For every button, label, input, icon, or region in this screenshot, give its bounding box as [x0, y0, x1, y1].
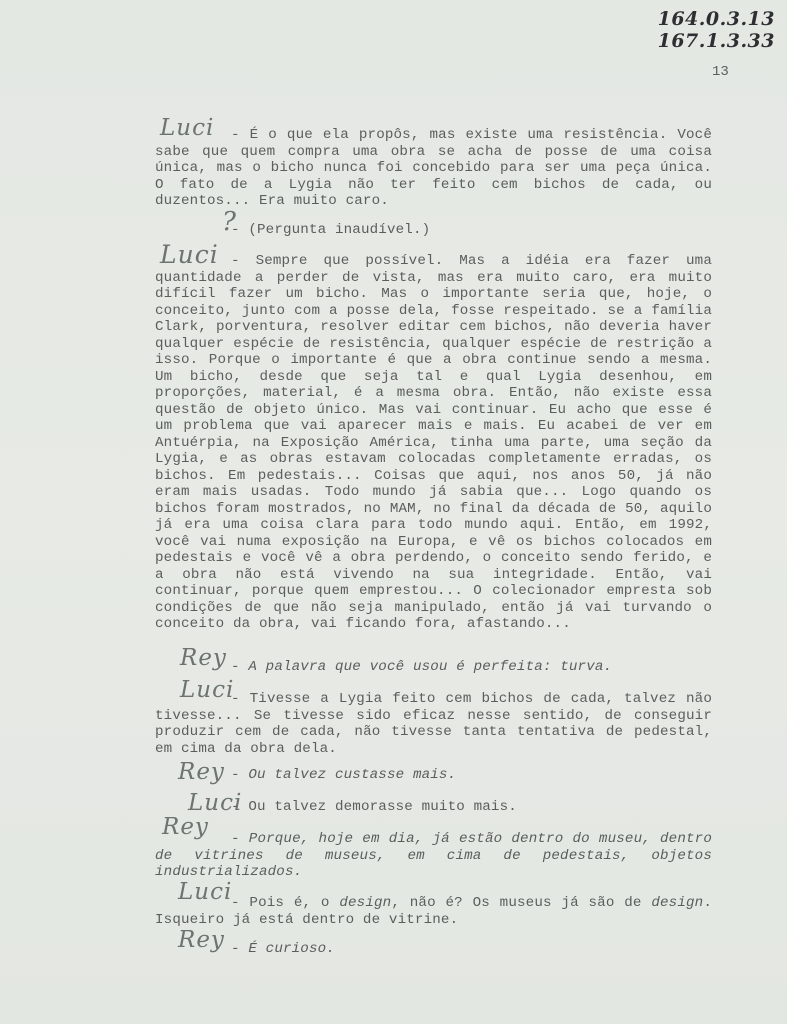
- transcript-paragraph: [155, 831, 712, 881]
- transcript-paragraph: [155, 659, 712, 676]
- speaker-annotation: Luci: [160, 240, 219, 269]
- speaker-annotation: Luci: [178, 879, 233, 905]
- transcript-paragraph: [155, 941, 712, 958]
- speaker-annotation: Rey: [162, 814, 209, 840]
- transcript-paragraph: [155, 895, 712, 928]
- paragraph-text: - Tivesse a Lygia feito cem bichos de cada, talvez não tivesse... Se tivesse sido eficaz nesse sentido, de conseguir produzir cem de cada, não tivesse tanta tentativa de pedestal, em cima da obra dela.: [155, 691, 712, 757]
- paragraph-text: - Ou talvez demorasse muito mais.: [231, 799, 517, 815]
- speaker-annotation: Rey: [180, 645, 227, 671]
- speaker-annotation: Luci: [160, 115, 215, 141]
- transcript-paragraph: [155, 127, 712, 210]
- archive-code-line: 164.0.3.13: [657, 8, 775, 30]
- paragraph-text: - A palavra que você usou é perfeita: turva.: [231, 659, 613, 675]
- page-number: 13: [712, 64, 729, 80]
- archive-code-annotation: [658, 8, 775, 52]
- transcript-paragraph: [155, 799, 712, 816]
- paragraph-text: - Sempre que possível. Mas a idéia era fazer uma quantidade a perder de vista, mas era muito caro, era muito difícil fazer um bicho. Mas o importante seria que, hoje, o conceito, junto com a posse dela, fosse respeitado. se a família Clark, porventura, resolver editar cem bichos, não deveria haver qualquer espécie de resistência, qualquer espécie de restrição a isso. Porque o importante é que a obra continue sendo a mesma. Um bicho, desde que seja tal e qual Lygia desenhou, em proporções, material, é a mesma obra. Então, não existe essa questão de objeto único. Mas vai continuar. Eu acho que esse é um problema que vai aparecer mais e mais. Eu acabei de ver em Antuérpia, na Exposição América, tinha uma parte, uma seção da Lygia, e as obras estavam colocadas completamente erradas, os bichos. Em pedestais... Coisas que aqui, nos anos 50, já não eram mais usadas. Todo mundo já sabia que... Logo quando os bichos foram mostrados, no MAM, no final da década de 50, aquilo já era uma coisa clara para todo mundo aqui. Então, em 1992, você vai numa exposição na Europa, e vê os bichos colocados em pedestais e você vê a obra perdendo, o conceito sendo ferido, e a obra não está vivendo na sua integridade. Então, vai continuar, porque quem emprestou... O colecionador empresta sob condições de que não seja manipulado, então já vai turvando o conceito da obra, vai ficando fora, afastando...: [155, 253, 712, 632]
- speaker-annotation: Rey: [178, 759, 225, 785]
- archive-code-line: 167.1.3.33: [657, 30, 775, 52]
- speaker-annotation: ?: [222, 207, 237, 237]
- transcript-paragraph: [155, 222, 712, 239]
- speaker-annotation: Rey: [178, 927, 225, 953]
- paragraph-text: - É o que ela propôs, mas existe uma resistência. Você sabe que quem compra uma obra se acha de posse de uma coisa única, mas o bicho nunca foi concebido para ser uma peça única. O fato de a Lygia não ter feito cem bichos de cada, ou duzentos... Era muito caro.: [155, 127, 712, 209]
- transcript-paragraph: [155, 691, 712, 757]
- paragraph-text: - (Pergunta inaudível.): [231, 222, 431, 238]
- speaker-annotation: Luci: [180, 677, 235, 703]
- paragraph-text: - Ou talvez custasse mais.: [231, 767, 457, 783]
- paragraph-text: - Porque, hoje em dia, já estão dentro do museu, dentro de vitrines de museus, em cima de pedestais, objetos industrializados.: [155, 831, 712, 880]
- speaker-annotation: Luci: [188, 790, 243, 816]
- paragraph-text: - Pois é, o design, não é? Os museus já são de design. Isqueiro já está dentro de vitrine.: [155, 895, 712, 928]
- paragraph-text: - É curioso.: [231, 941, 335, 957]
- transcript-paragraph: [155, 767, 712, 784]
- transcript-paragraph: [155, 253, 712, 633]
